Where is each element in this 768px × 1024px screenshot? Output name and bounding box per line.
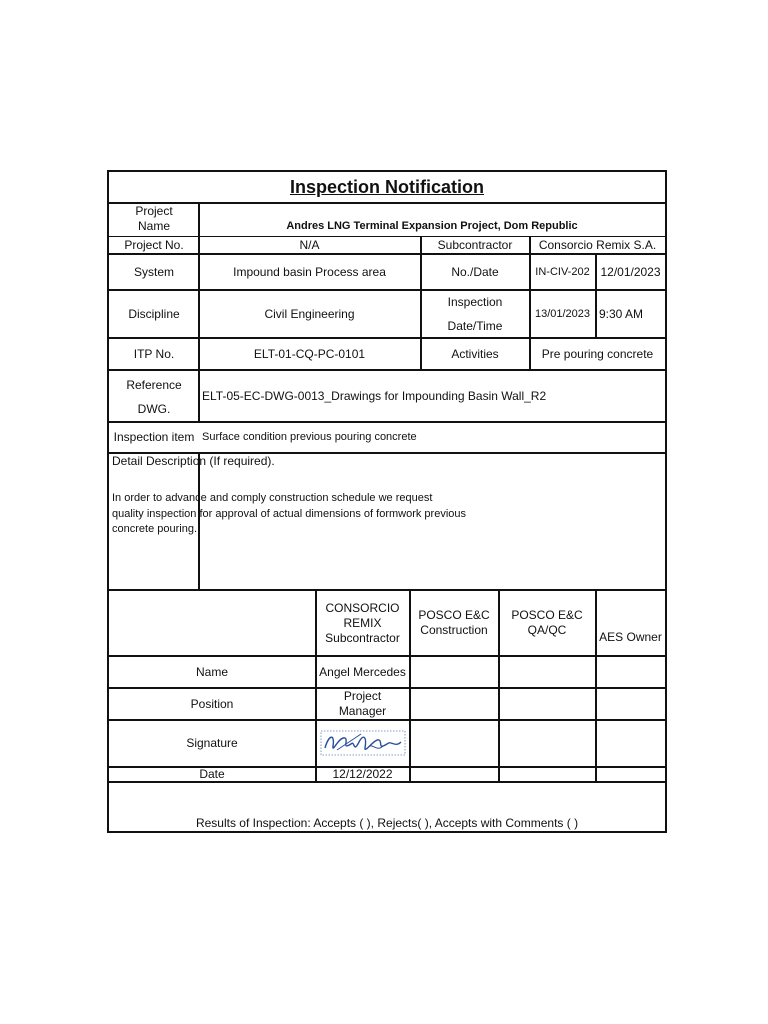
- reference-label: Reference: [126, 377, 182, 392]
- reference-label: DWG.: [137, 401, 171, 416]
- signature-label: Signature: [186, 736, 238, 750]
- reference-value: ELT-05-EC-DWG-0013_Drawings for Impounding Basin Wall_R2: [202, 388, 547, 403]
- position-value: Project Manager: [338, 689, 387, 718]
- inspection-date-label: Inspection: [447, 294, 503, 309]
- detail-heading: Detail Description (If required).: [112, 454, 275, 468]
- subcontractor-label: Subcontractor: [437, 237, 513, 252]
- no-date-label: No./Date: [451, 264, 499, 279]
- inspection-date-label: Date/Time: [447, 318, 503, 333]
- column-header-subcontractor: CONSORCIO REMIX Subcontractor: [325, 600, 400, 645]
- column-header-qaqc: POSCO E&C QA/QC: [511, 608, 583, 637]
- date-value: 12/12/2022: [332, 766, 393, 781]
- position-label: Position: [190, 696, 234, 711]
- name-label: Name: [195, 664, 228, 679]
- inspection-time: 9:30 AM: [599, 306, 644, 321]
- project-no-label: Project No.: [124, 237, 184, 252]
- name-value: Angel Mercedes: [319, 664, 406, 679]
- inspection-item-value: Surface condition previous pouring concrete: [202, 431, 417, 443]
- activities-label: Activities: [451, 346, 499, 361]
- column-header-owner: AES Owner: [599, 629, 662, 644]
- itp-label: ITP No.: [133, 346, 175, 361]
- date-label: Date: [199, 766, 225, 781]
- project-name-label: Project Name: [135, 204, 173, 233]
- subcontractor-value: Consorcio Remix S.A.: [538, 237, 657, 252]
- project-name-value: Andres LNG Terminal Expansion Project, Dom Republic: [286, 219, 578, 232]
- results-of-inspection: Results of Inspection: Accepts ( ), Rejects( ), Accepts with Comments ( ): [195, 815, 579, 830]
- system-value: Impound basin Process area: [233, 264, 386, 279]
- project-no-value: N/A: [299, 237, 320, 252]
- itp-value: ELT-01-CQ-PC-0101: [253, 346, 366, 361]
- discipline-label: Discipline: [128, 306, 180, 321]
- discipline-value: Civil Engineering: [264, 306, 355, 321]
- page-title: Inspection Notification: [289, 176, 484, 197]
- inspection-form: [107, 170, 667, 833]
- system-label: System: [133, 264, 174, 279]
- column-header-construction: POSCO E&C Construction: [418, 608, 490, 637]
- inspection-date: 13/01/2023: [534, 307, 591, 320]
- notification-number: IN-CIV-202: [535, 265, 590, 278]
- signature-image: [316, 721, 409, 766]
- detail-body: In order to advance and comply construction schedule we request quality inspection for approval of actual dimensions of formwork previous concrete pouring.: [112, 492, 467, 535]
- notification-date: 12/01/2023: [600, 264, 661, 279]
- activities-value: Pre pouring concrete: [541, 346, 654, 361]
- inspection-item-label: Inspection item: [113, 430, 195, 444]
